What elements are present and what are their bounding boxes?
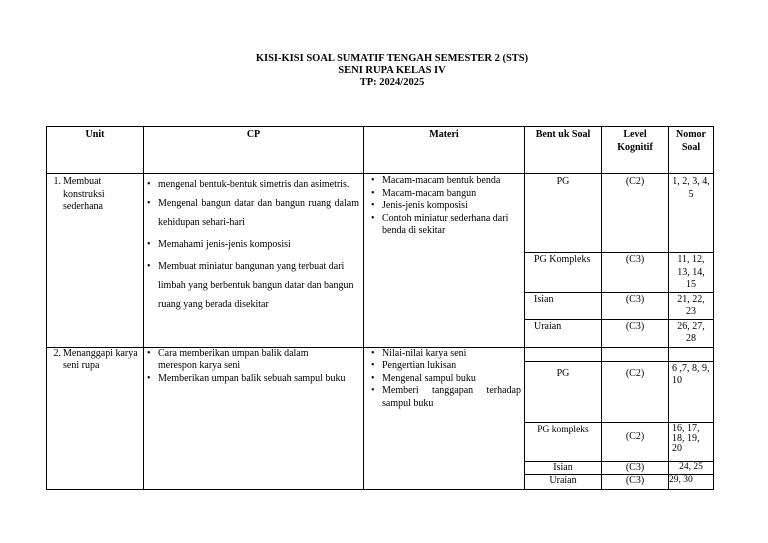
- level-cell: [602, 347, 669, 361]
- list-item: • Memberi tanggapan terhadap sampul buku: [380, 385, 521, 410]
- bentuk-soal-cell: PG: [525, 174, 602, 253]
- level-cell: (C3): [602, 319, 669, 347]
- unit2-number: 2.: [53, 347, 61, 359]
- unit2-materi-cell: [364, 347, 525, 489]
- level-cell: (C2): [602, 174, 669, 253]
- bentuk-soal-cell: PG: [525, 361, 602, 422]
- col-header-level-kognitif: Level Kognitif: [602, 127, 669, 174]
- level-cell: (C3): [602, 292, 669, 319]
- list-item: • Mengenal bangun datar dan bangun ruang dalam kehidupan sehari-hari: [156, 194, 359, 232]
- nomor-cell: 11, 12, 13, 14, 15: [669, 253, 714, 293]
- col-header-cp: CP: [144, 127, 364, 174]
- col-header-nomor-soal: Nomor Soal: [669, 127, 714, 174]
- table-row: [47, 174, 714, 253]
- unit1-materi-list: [370, 175, 521, 238]
- nomor-cell: 21, 22, 23: [669, 292, 714, 319]
- bentuk-soal-cell: Isian: [525, 292, 602, 319]
- level-cell: (C2): [602, 422, 669, 461]
- unit2-cell: [47, 347, 144, 489]
- bentuk-soal-cell: PG Kompleks: [525, 253, 602, 293]
- list-item: • Macam-macam bentuk benda: [380, 175, 521, 188]
- table-row: [47, 347, 714, 361]
- level-cell: (C3): [602, 474, 669, 489]
- bentuk-soal-cell: Isian: [525, 461, 602, 474]
- list-item: • Membuat miniatur bangunan yang terbuat dari limbah yang berbentuk bangun datar dan bangun ruang yang berada disekitar: [156, 257, 359, 314]
- table-header-row: [47, 127, 714, 174]
- level-cell: (C3): [602, 253, 669, 293]
- col-header-bentuk-soal: Bent uk Soal: [525, 127, 602, 174]
- unit2-cp-cell: [144, 347, 364, 489]
- list-item: • Pengertian lukisan: [380, 360, 521, 373]
- list-item: • Cara memberikan umpan balik dalam merespon karya seni: [156, 348, 361, 373]
- col-header-unit: Unit: [47, 127, 144, 174]
- list-item: • Memahami jenis-jenis komposisi: [156, 235, 359, 254]
- unit2-cp-list: [146, 348, 361, 386]
- nomor-cell: 24, 25: [669, 461, 714, 474]
- unit1-cell: [47, 174, 144, 348]
- list-item: • Mengenal sampul buku: [380, 373, 521, 386]
- list-item: • Macam-macam bangun: [380, 188, 521, 201]
- list-item: • Memberikan umpan balik sebuah sampul buku: [156, 373, 361, 386]
- nomor-cell: [669, 347, 714, 361]
- level-cell: (C3): [602, 461, 669, 474]
- bentuk-soal-cell: [525, 347, 602, 361]
- list-item: • Jenis-jenis komposisi: [380, 200, 521, 213]
- document-subtitle: SENI RUPA KELAS IV: [338, 65, 446, 76]
- bentuk-soal-cell: Uraian: [525, 319, 602, 347]
- kisi-kisi-table: [46, 126, 714, 490]
- list-item: • Contoh miniatur sederhana dari benda di sekitar: [380, 213, 521, 238]
- unit1-materi-cell: [364, 174, 525, 348]
- nomor-cell: 1, 2, 3, 4, 5: [669, 174, 714, 253]
- unit1-cp-cell: [144, 174, 364, 348]
- nomor-cell: 16, 17, 18, 19, 20: [669, 422, 714, 461]
- unit1-cp-list: [146, 175, 359, 314]
- unit2-name: Menanggapi karya seni rupa: [63, 347, 138, 371]
- list-item: • mengenal bentuk-bentuk simetris dan asimetris.: [156, 175, 359, 194]
- bentuk-soal-cell: Uraian: [525, 474, 602, 489]
- unit1-name: Membuat konstruksi sederhana: [63, 176, 105, 212]
- bentuk-soal-cell: PG kompleks: [525, 422, 602, 461]
- nomor-cell: 29, 30: [669, 474, 714, 489]
- level-cell: (C2): [602, 361, 669, 422]
- document-title: KISI-KISI SOAL SUMATIF TENGAH SEMESTER 2 (STS): [255, 53, 529, 64]
- nomor-cell: 26, 27, 28: [669, 319, 714, 347]
- academic-year: TP: 2024/2025: [359, 77, 425, 88]
- nomor-cell: 6 ,7, 8, 9, 10: [669, 361, 714, 422]
- col-header-materi: Materi: [364, 127, 525, 174]
- list-item: • Nilai-nilai karya seni: [380, 348, 521, 361]
- unit2-materi-list: [370, 348, 521, 411]
- unit1-number: 1.: [53, 176, 61, 187]
